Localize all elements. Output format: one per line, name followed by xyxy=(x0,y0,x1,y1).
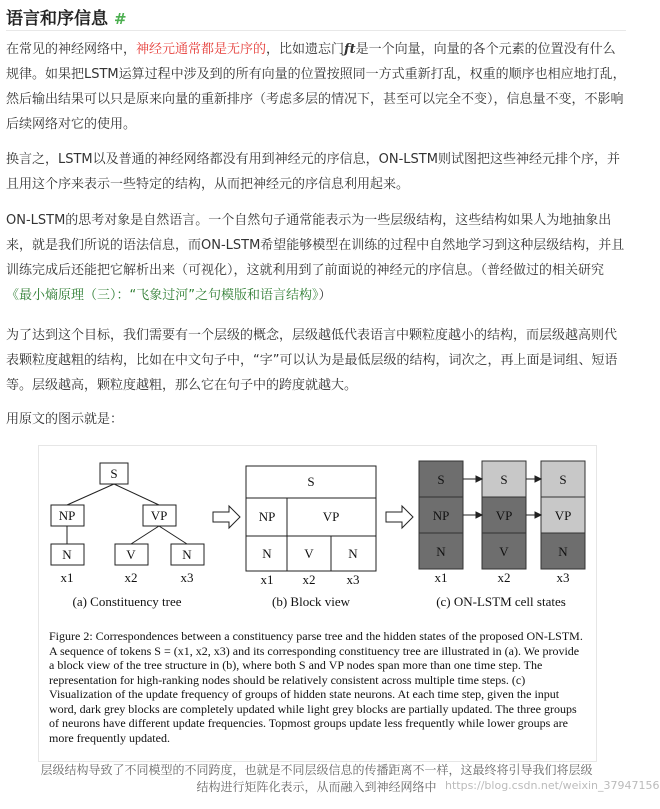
paragraph-1 xyxy=(6,37,626,137)
related-research-link[interactable]: 《最小熵原理（三）：“飞象过河”之句模版和语言结构》 xyxy=(6,288,319,303)
tree-label-vp: VP xyxy=(150,508,168,523)
tree-x1: x1 xyxy=(60,570,74,585)
block-label-s: S xyxy=(307,474,315,489)
block-label-n1: N xyxy=(262,546,272,561)
arrow-icon xyxy=(386,506,413,528)
figure-image xyxy=(38,445,597,762)
block-label-np: NP xyxy=(258,509,276,524)
image-caption: 层级结构导致了不同模型的不同跨度，也就是不同层级信息的传播距离不一样，这最终将引导我们将层级结构进行矩阵化表示，从而融入到神经网络中 xyxy=(40,763,593,794)
paragraph-2: 换言之，LSTM以及普通的神经网络都没有用到神经元的序信息，ON-LSTM则试图把这些神经元排个序，并且用这个序来表示一些特定的结构，从而把神经元的序信息利用起来。 xyxy=(6,152,620,192)
block-x2: x2 xyxy=(302,572,316,587)
tree-label-v: V xyxy=(126,547,136,562)
tree-label-n1: N xyxy=(62,547,72,562)
p1-text-a: 在常见的神经网络中， xyxy=(6,42,137,57)
panel-a-title: (a) Constituency tree xyxy=(72,594,182,609)
heading-anchor-link[interactable]: # xyxy=(114,10,127,28)
cell-x3: x3 xyxy=(556,570,570,585)
forget-gate-symbol: ƒt xyxy=(344,42,356,57)
section-heading xyxy=(6,4,127,29)
cell-c1-r2: NP xyxy=(432,508,450,523)
arrow-icon xyxy=(213,506,240,528)
p3-text-b: ） xyxy=(318,288,332,303)
cell-x1: x1 xyxy=(434,570,448,585)
paragraph-3 xyxy=(6,208,626,308)
heading-divider xyxy=(6,30,626,31)
panel-c-title: (c) ON-LSTM cell states xyxy=(436,594,566,609)
paragraph-5: 用原文的图示就是： xyxy=(6,412,124,427)
tree-x3: x3 xyxy=(180,570,194,585)
cell-c2-r3: V xyxy=(499,544,509,559)
heading-title: 语言和序信息 xyxy=(6,9,108,29)
block-x3: x3 xyxy=(346,572,360,587)
cell-c3-r1: S xyxy=(559,472,567,487)
cell-c1-r3: N xyxy=(436,544,446,559)
cell-c2-r2: VP xyxy=(495,508,513,523)
cell-c1-r1: S xyxy=(437,472,445,487)
p1-highlight: 神经元通常都是无序的 xyxy=(136,42,267,57)
figure-diagram xyxy=(39,446,596,626)
cell-c3-r3: N xyxy=(558,544,568,559)
block-label-v: V xyxy=(304,546,314,561)
p1-text-b: ，比如遗忘门 xyxy=(266,42,345,57)
p3-text-a: ON-LSTM的思考对象是自然语言。一个自然句子通常能表示为一些层级结构，这些结构如果人为地抽象出来，就是我们所说的语法信息，而ON-LSTM希望能够模型在训练的过程中自然地学习到这种层级结构，并且训练完成后还能把它解析出来（可视化），这就利用到了前面说的神经元的序信息。（普经做过的相关研究 xyxy=(6,213,625,278)
block-label-vp: VP xyxy=(322,509,340,524)
tree-label-s: S xyxy=(110,466,118,481)
tree-label-np: NP xyxy=(58,508,76,523)
cell-c3-r2: VP xyxy=(554,508,572,523)
block-label-n2: N xyxy=(348,546,358,561)
watermark: https://blog.csdn.net/weixin_37947156 xyxy=(445,779,660,792)
cell-c2-r1: S xyxy=(500,472,508,487)
cell-x2: x2 xyxy=(497,570,511,585)
tree-label-n2: N xyxy=(182,547,192,562)
panel-b-title: (b) Block view xyxy=(272,594,350,609)
block-x1: x1 xyxy=(260,572,274,587)
paragraph-4: 为了达到这个目标，我们需要有一个层级的概念，层级越低代表语言中颗粒度越小的结构，而层级越高则代表颗粒度越粗的结构，比如在中文句子中，“字”可以认为是最低层级的结构，词次之，再上面是词组、短语等。层级越高，颗粒度越粗，那么它在句子中的跨度就越大。 xyxy=(6,328,618,393)
figure-caption: Figure 2: Correspondences between a constituency parse tree and the hidden states of the proposed ON-LSTM. A sequence of tokens S = (x1, x2, x3) and its corresponding constituency tree are illustrated in (a). We provide a block view of the tree structure in (b), where both S and VP nodes span more than one time step. The representation for high-ranking nodes should be relatively consistent across multiple time steps. (c) Visualization of the update frequency of groups of hidden state neurons. At each time step, given the input word, dark grey blocks are completely updated while light grey blocks are partially updated. The three groups of neurons have different update frequencies. Topmost groups update less frequently while lower groups are more frequently updated. xyxy=(49,629,583,745)
p1-text-c: 是一个向量，向量的各个元素的位置没有什么规律。如果把LSTM运算过程中涉及到的所有向量的位置按照同一方式重新打乱，权重的顺序也相应地打乱，然后输出结果可以只是原来向量的重新排序（考虑多层的情况下，甚至可以完全不变），信息量不变，不影响后续网络对它的使用。 xyxy=(6,42,626,132)
tree-x2: x2 xyxy=(124,570,138,585)
